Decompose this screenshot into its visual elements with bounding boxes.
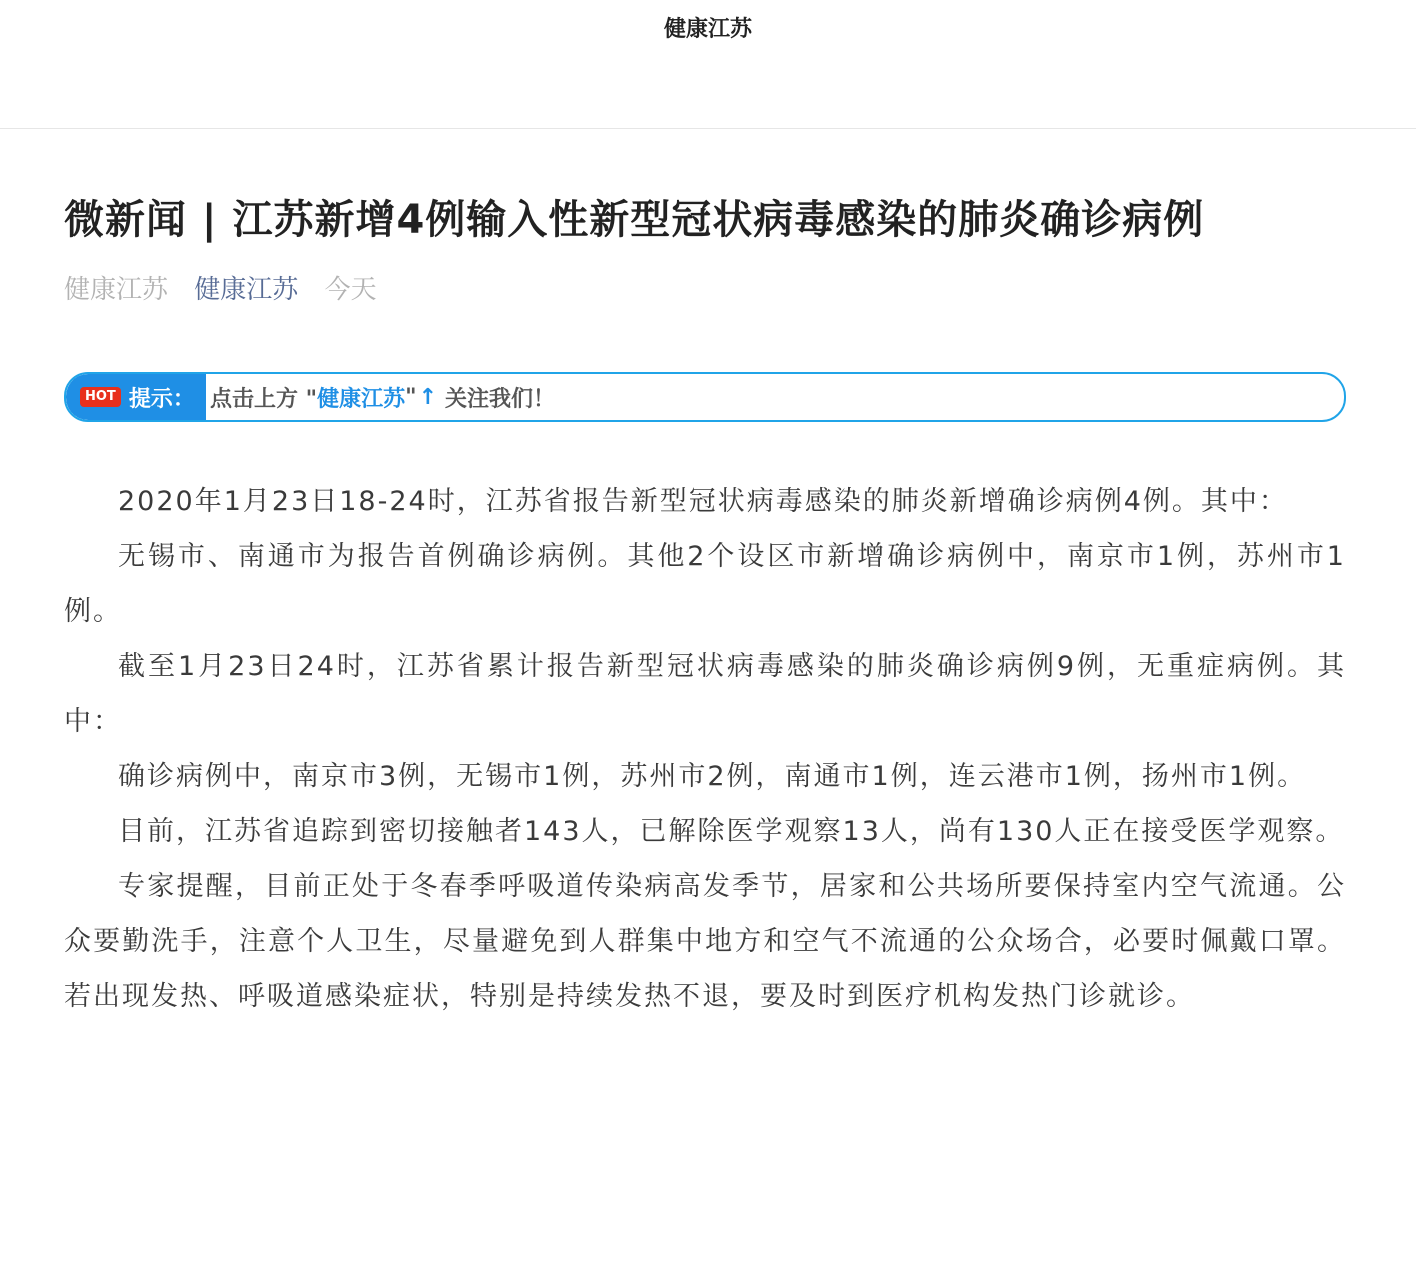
account-link[interactable]: 健康江苏	[194, 275, 299, 305]
tip-follow-text: 关注我们！	[445, 386, 556, 412]
paragraph: 截至1月23日24时，江苏省累计报告新型冠状病毒感染的肺炎确诊病例9例，无重症病例。其中：	[64, 651, 1346, 737]
author-name: 健康江苏	[64, 275, 169, 305]
article-body	[64, 474, 1346, 1024]
tip-label	[66, 374, 206, 420]
paragraph: 专家提醒，目前正处于冬春季呼吸道传染病高发季节，居家和公共场所要保持室内空气流通。公众要勤洗手，注意个人卫生，尽量避免到人群集中地方和空气不流通的公众场合，必要时佩戴口罩。若出现发热、呼吸道感染症状，特别是持续发热不退，要及时到医疗机构发热门诊就诊。	[64, 871, 1346, 1012]
tip-label-text: 提示：	[128, 386, 195, 412]
follow-tip-banner[interactable]	[64, 372, 1346, 422]
tip-content	[210, 374, 555, 420]
paragraph: 无锡市、南通市为报告首例确诊病例。其他2个设区市新增确诊病例中，南京市1例，苏州市1例。	[64, 541, 1346, 627]
topbar-title: 健康江苏	[663, 17, 752, 42]
paragraph: 2020年1月23日18-24时，江苏省报告新型冠状病毒感染的肺炎新增确诊病例4例。其中：	[118, 486, 1288, 517]
article	[64, 130, 1346, 1024]
arrow-up-icon: ↑	[418, 384, 438, 410]
tip-account-name: 健康江苏	[317, 386, 406, 412]
top-navigation-bar	[0, 0, 1416, 129]
paragraph: 确诊病例中，南京市3例，无锡市1例，苏州市2例，南通市1例，连云港市1例，扬州市1例。	[118, 761, 1307, 792]
tip-suffix: "	[405, 384, 417, 410]
paragraph: 目前，江苏省追踪到密切接触者143人，已解除医学观察13人，尚有130人正在接受医学观察。	[118, 816, 1345, 847]
article-title: 微新闻 | 江苏新增4例输入性新型冠状病毒感染的肺炎确诊病例	[64, 197, 1205, 243]
article-meta	[64, 272, 1346, 308]
publish-date: 今天	[324, 275, 377, 305]
tip-prefix: 点击上方 "	[210, 386, 318, 412]
hot-badge: HOT	[80, 387, 121, 407]
